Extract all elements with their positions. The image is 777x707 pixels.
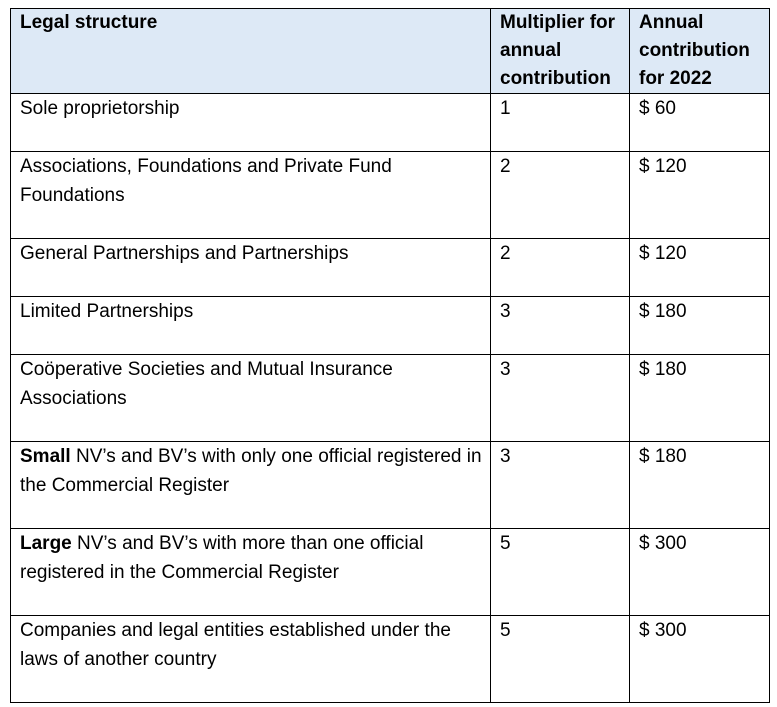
multiplier-cell: 1 xyxy=(491,94,630,152)
contribution-cell: $ 180 xyxy=(630,355,770,442)
structure-text: NV’s and BV’s with more than one official registered in the Commercial Register xyxy=(20,533,424,583)
legal-structure-cell xyxy=(11,94,491,152)
contribution-cell: $ 300 xyxy=(630,616,770,703)
contribution-cell: $ 120 xyxy=(630,239,770,297)
bold-prefix: Small xyxy=(20,446,71,467)
legal-structure-cell xyxy=(11,152,491,239)
multiplier-cell: 3 xyxy=(491,297,630,355)
table-row xyxy=(11,616,770,703)
structure-text: NV’s and BV’s with only one official registered in the Commercial Register xyxy=(20,446,482,496)
table-row xyxy=(11,152,770,239)
table-row xyxy=(11,529,770,616)
structure-text: Coöperative Societies and Mutual Insurance Associations xyxy=(20,359,393,409)
structure-text: Companies and legal entities established under the laws of another country xyxy=(20,620,451,670)
header-annual-contribution: Annual contribution for 2022 xyxy=(630,9,770,94)
multiplier-cell: 2 xyxy=(491,152,630,239)
header-row xyxy=(11,9,770,94)
table-row xyxy=(11,442,770,529)
multiplier-cell: 2 xyxy=(491,239,630,297)
legal-structure-cell xyxy=(11,297,491,355)
contribution-cell: $ 180 xyxy=(630,442,770,529)
contribution-cell: $ 180 xyxy=(630,297,770,355)
table-row xyxy=(11,297,770,355)
legal-structure-cell xyxy=(11,616,491,703)
structure-text: General Partnerships and Partnerships xyxy=(20,243,349,264)
legal-structure-cell xyxy=(11,355,491,442)
multiplier-cell: 3 xyxy=(491,442,630,529)
header-legal-structure: Legal structure xyxy=(11,9,491,94)
contribution-table xyxy=(10,8,770,703)
structure-text: Sole proprietorship xyxy=(20,98,180,119)
multiplier-cell: 5 xyxy=(491,529,630,616)
table-row xyxy=(11,239,770,297)
structure-text: Associations, Foundations and Private Fund Foundations xyxy=(20,156,392,206)
table-row xyxy=(11,94,770,152)
header-multiplier: Multiplier for annual contribution xyxy=(491,9,630,94)
multiplier-cell: 3 xyxy=(491,355,630,442)
bold-prefix: Large xyxy=(20,533,72,554)
contribution-cell: $ 300 xyxy=(630,529,770,616)
contribution-cell: $ 60 xyxy=(630,94,770,152)
structure-text: Limited Partnerships xyxy=(20,301,194,322)
legal-structure-cell xyxy=(11,529,491,616)
table-row xyxy=(11,355,770,442)
legal-structure-cell xyxy=(11,442,491,529)
legal-structure-cell xyxy=(11,239,491,297)
contribution-cell: $ 120 xyxy=(630,152,770,239)
multiplier-cell: 5 xyxy=(491,616,630,703)
